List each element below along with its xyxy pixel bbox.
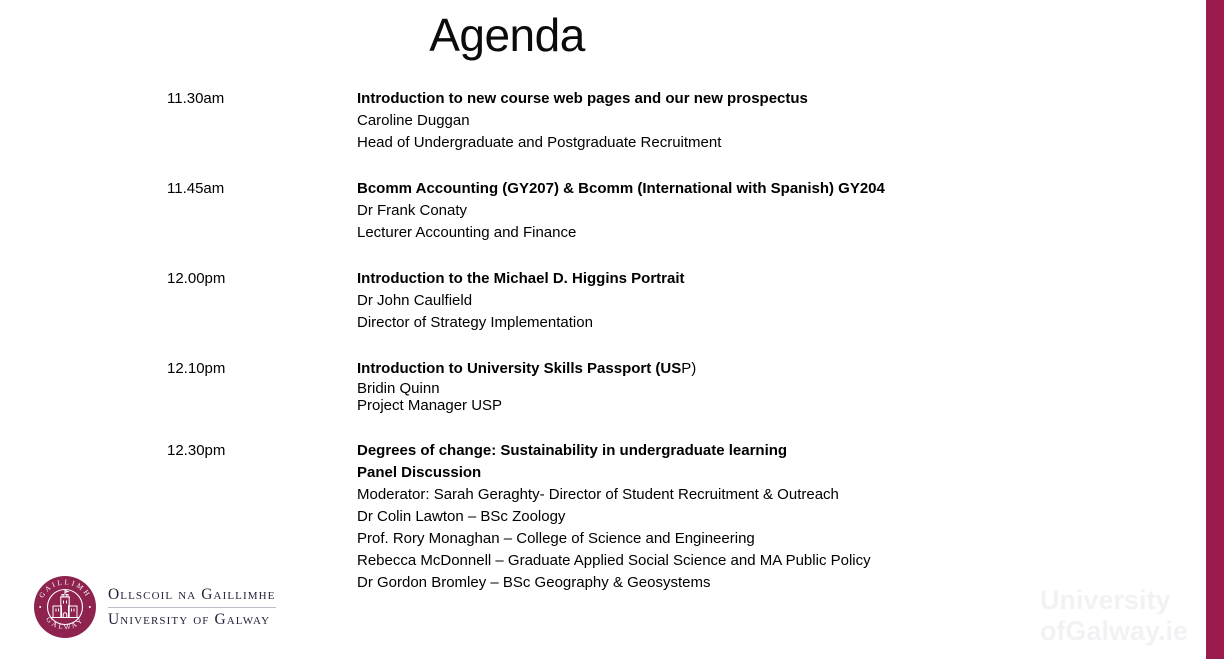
agenda-item-line: Project Manager USP bbox=[357, 397, 503, 414]
agenda-item bbox=[167, 178, 1047, 244]
agenda-item-title: Introduction to the Michael D. Higgins Portrait bbox=[357, 270, 685, 287]
agenda-time: 12.30pm bbox=[167, 442, 226, 459]
agenda-item-title: Introduction to new course web pages and our new prospectus bbox=[357, 90, 808, 107]
url-watermark-line: University bbox=[1039, 585, 1171, 615]
agenda-details bbox=[357, 178, 1047, 244]
agenda-item-line: Dr John Caulfield bbox=[357, 292, 473, 309]
agenda-details bbox=[357, 358, 1047, 414]
seal-top-text: GAILLIMH bbox=[37, 578, 93, 600]
agenda-details bbox=[357, 268, 1047, 334]
agenda-item-line: Director of Strategy Implementation bbox=[357, 314, 593, 331]
wordmark-english: University of Galway bbox=[108, 610, 271, 628]
url-watermark-line: ofGalway.ie bbox=[1039, 616, 1188, 646]
agenda-item-line: Dr Frank Conaty bbox=[357, 202, 468, 219]
agenda-item bbox=[167, 268, 1047, 334]
url-watermark bbox=[1040, 585, 1188, 647]
brand-sidebar bbox=[1206, 0, 1224, 659]
agenda-item-line: Dr Gordon Bromley – BSc Geography & Geosystems bbox=[357, 574, 711, 591]
agenda-item bbox=[167, 358, 1047, 414]
agenda-item-subtitle: Panel Discussion bbox=[357, 464, 482, 481]
agenda-item-title: Bcomm Accounting (GY207) & Bcomm (International with Spanish) GY204 bbox=[357, 180, 885, 197]
agenda-item-line: Bridin Quinn bbox=[357, 380, 440, 397]
agenda-time: 12.10pm bbox=[167, 360, 226, 377]
agenda-details bbox=[357, 88, 1047, 154]
agenda-item bbox=[167, 88, 1047, 154]
agenda-item-title: Degrees of change: Sustainability in undergraduate learning bbox=[357, 442, 788, 459]
agenda-item-title bbox=[357, 358, 1047, 380]
agenda-list bbox=[167, 88, 1047, 594]
agenda-item-line: Dr Colin Lawton – BSc Zoology bbox=[357, 508, 566, 525]
seal-bottom-text: GALWAY bbox=[44, 615, 86, 632]
agenda-item-line: Rebecca McDonnell – Graduate Applied Social Science and MA Public Policy bbox=[357, 552, 871, 569]
agenda-time: 11.30am bbox=[167, 90, 225, 107]
agenda-item bbox=[167, 440, 1047, 594]
agenda-item-line: Moderator: Sarah Geraghty- Director of Student Recruitment & Outreach bbox=[357, 486, 839, 503]
agenda-details bbox=[357, 440, 1047, 594]
agenda-item-line: Head of Undergraduate and Postgraduate Recruitment bbox=[357, 134, 722, 151]
agenda-item-title-regular: P) bbox=[681, 360, 697, 377]
agenda-time: 11.45am bbox=[167, 180, 225, 197]
slide-title: Agenda bbox=[429, 9, 585, 61]
agenda-item-line: Lecturer Accounting and Finance bbox=[357, 224, 577, 241]
university-seal-icon bbox=[33, 575, 97, 639]
university-logo bbox=[33, 575, 276, 639]
wordmark-irish: Ollscoil na Gaillimhe bbox=[108, 586, 276, 608]
agenda-item-title-bold: Introduction to University Skills Passport (US bbox=[357, 360, 682, 377]
agenda-item-line: Prof. Rory Monaghan – College of Science and Engineering bbox=[357, 530, 755, 547]
agenda-time: 12.00pm bbox=[167, 270, 226, 287]
university-wordmark bbox=[108, 586, 276, 629]
agenda-item-line: Caroline Duggan bbox=[357, 112, 470, 129]
